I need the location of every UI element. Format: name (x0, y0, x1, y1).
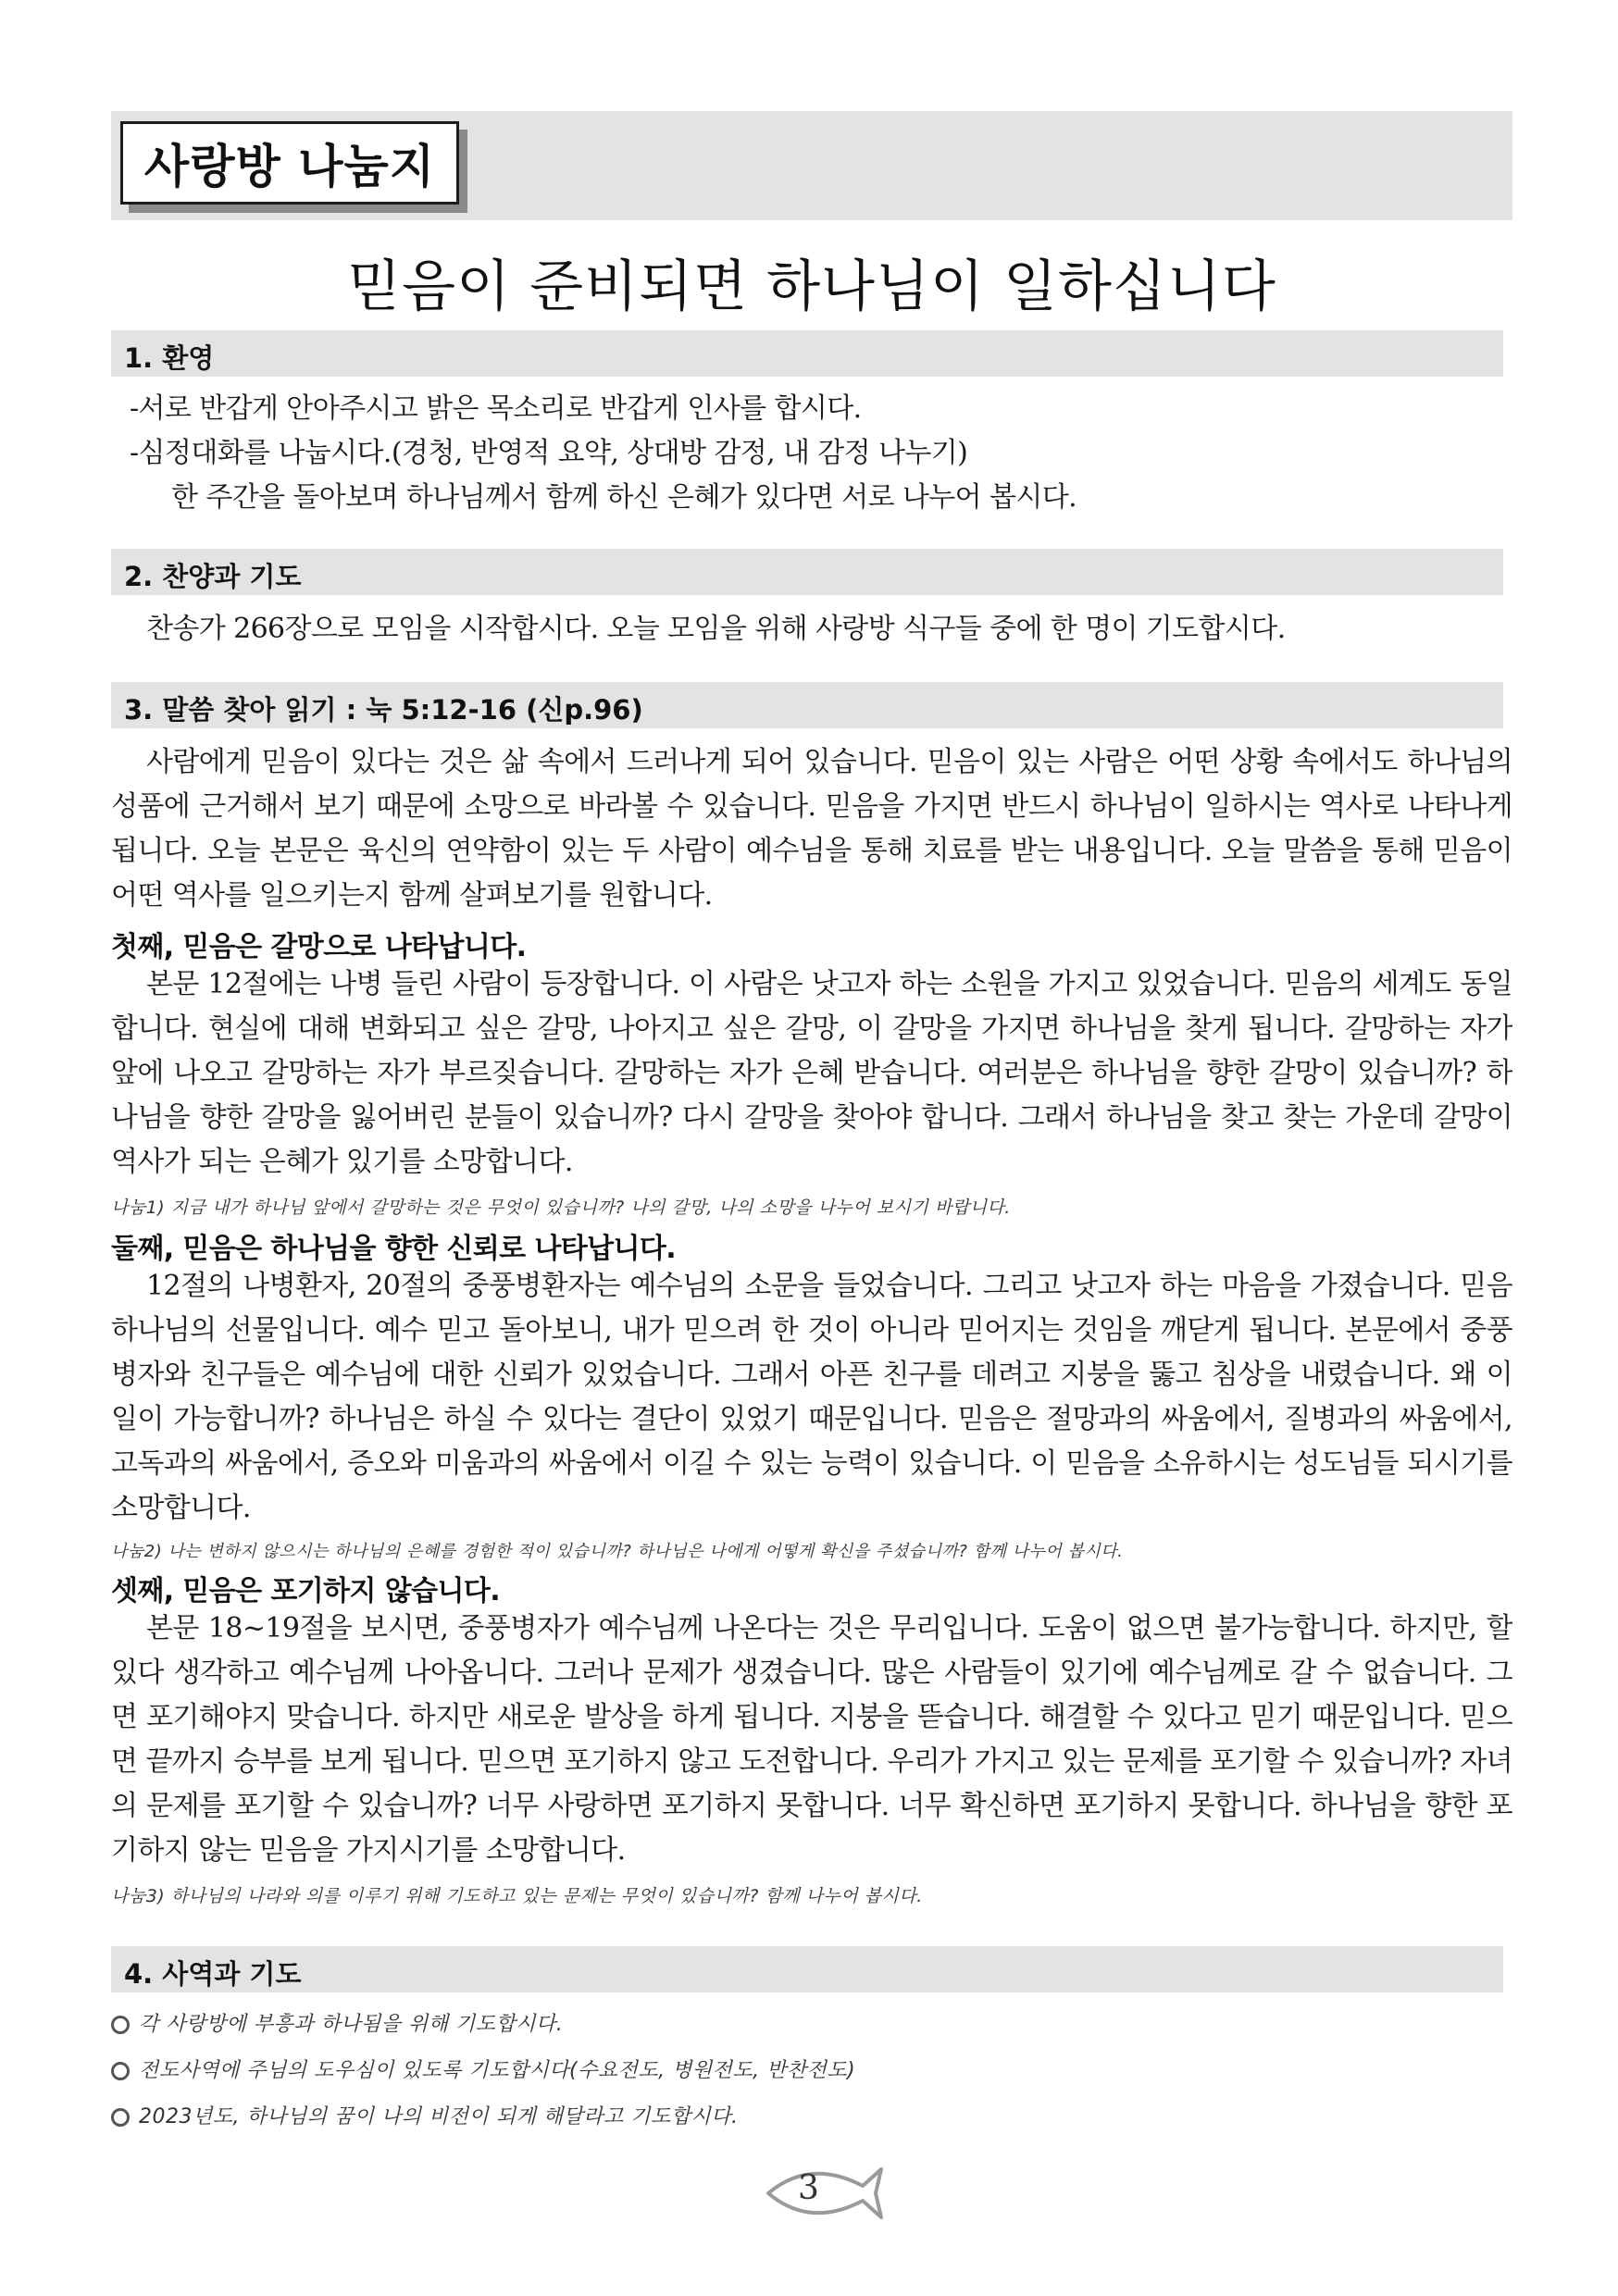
point-2-line: 소망합니다. (111, 1492, 251, 1524)
point-3-line: 의 문제를 포기할 수 있습니까? 너무 사랑하면 포기하지 못합니다. 너무 확신하면 포기하지 못합니다. 하나님을 향한 포 (111, 1790, 1512, 1822)
section-1-line: -심정대화를 나눕시다.(경청, 반영적 요약, 상대방 감정, 내 감정 나누기) (130, 437, 968, 469)
section-1-line: -서로 반갑게 안아주시고 밝은 목소리로 반갑게 인사를 합시다. (130, 392, 862, 425)
section-3-intro-line: 사람에게 믿음이 있다는 것은 삶 속에서 드러나게 되어 있습니다. 믿음이 있는 사람은 어떤 상황 속에서도 하나님의 (146, 746, 1512, 778)
point-1-heading: 첫째, 믿음은 갈망으로 나타납니다. (111, 931, 527, 963)
point-2-heading: 둘째, 믿음은 하나님을 향한 신뢰로 나타납니다. (111, 1233, 677, 1265)
page-title: 믿음이 준비되면 하나님이 일하십니다 (347, 254, 1276, 319)
section-1-line: 한 주간을 돌아보며 하나님께서 함께 하신 은혜가 있다면 서로 나누어 봅시다. (171, 481, 1077, 514)
point-2-share-question: 나눔2) 나는 변하지 않으시는 하나님의 은혜를 경험한 적이 있습니까? 하나님은 나에게 어떻게 확신을 주셨습니까? 함께 나누어 봅시다. (111, 1542, 1124, 1561)
page-number-emblem (759, 2156, 889, 2230)
point-3-heading: 셋째, 믿음은 포기하지 않습니다. (111, 1575, 501, 1607)
point-3-share-question: 나눔3) 하나님의 나라와 의를 이루기 위해 기도하고 있는 문제는 무엇이 있습니까? 함께 나누어 봅시다. (111, 1886, 923, 1906)
point-1-share-question: 나눔1) 지금 내가 하나님 앞에서 갈망하는 것은 무엇이 있습니까? 나의 갈망, 나의 소망을 나누어 보시기 바랍니다. (111, 1198, 1011, 1218)
point-1-line: 나님을 향한 갈망을 잃어버린 분들이 있습니까? 다시 갈망을 찾아야 합니다. 그래서 하나님을 찾고 찾는 가운데 갈망이 (111, 1101, 1512, 1134)
section-3-intro-line: 됩니다. 오늘 본문은 육신의 연약함이 있는 두 사람이 예수님을 통해 치료를 받는 내용입니다. 오늘 말씀을 통해 믿음이 (111, 835, 1512, 867)
section-1-heading-bar (111, 330, 1503, 377)
point-2-line: 병자와 친구들은 예수님에 대한 신뢰가 있었습니다. 그래서 아픈 친구를 데려고 지붕을 뚫고 침상을 내렸습니다. 왜 이 (111, 1359, 1512, 1391)
header-label-box (120, 121, 459, 205)
point-2-line: 일이 가능합니까? 하나님은 하실 수 있다는 결단이 있었기 때문입니다. 믿음은 절망과의 싸움에서, 질병과의 싸움에서, (111, 1403, 1512, 1435)
circle-bullet-icon (111, 2062, 130, 2080)
section-3-heading-bar (111, 682, 1503, 728)
point-3-line: 면 포기해야지 맞습니다. 하지만 새로운 발상을 하게 됩니다. 지붕을 뜯습니다. 해결할 수 있다고 믿기 때문입니다. 믿으 (111, 1701, 1512, 1733)
section-1-heading: 1. 환영 (124, 342, 215, 374)
point-3-line: 면 끝까지 승부를 보게 됩니다. 믿으면 포기하지 않고 도전합니다. 우리가 가지고 있는 문제를 포기할 수 있습니까? 자녀 (111, 1745, 1512, 1778)
circle-bullet-icon (111, 2016, 130, 2034)
point-3-line: 있다 생각하고 예수님께 나아옵니다. 그러나 문제가 생겼습니다. 많은 사람들이 있기에 예수님께로 갈 수 없습니다. 그 (111, 1657, 1512, 1689)
prayer-item (111, 2101, 738, 2129)
section-4-heading-bar (111, 1946, 1503, 1992)
point-1-line: 앞에 나오고 갈망하는 자가 부르짖습니다. 갈망하는 자가 은혜 받습니다. 여러분은 하나님을 향한 갈망이 있습니까? 하 (111, 1057, 1512, 1089)
prayer-item-text: 2023년도, 하나님의 꿈이 나의 비전이 되게 해달라고 기도합시다. (139, 2105, 739, 2128)
prayer-item (111, 2008, 563, 2037)
point-1-line: 역사가 되는 은혜가 있기를 소망합니다. (111, 1146, 573, 1178)
section-2-heading-bar (111, 549, 1503, 595)
point-1-line: 본문 12절에는 나병 들린 사람이 등장합니다. 이 사람은 낫고자 하는 소원을 가지고 있었습니다. 믿음의 세계도 동일 (146, 968, 1512, 1000)
point-3-line: 본문 18~19절을 보시면, 중풍병자가 예수님께 나온다는 것은 무리입니다. 도움이 없으면 불가능합니다. 하지만, 할 (146, 1612, 1512, 1644)
section-3-intro-line: 성품에 근거해서 보기 때문에 소망으로 바라볼 수 있습니다. 믿음을 가지면 반드시 하나님이 일하시는 역사로 나타나게 (111, 790, 1512, 823)
section-3-heading: 3. 말씀 찾아 읽기 : 눅 5:12-16 (신p.96) (124, 694, 643, 726)
point-2-line: 12절의 나병환자, 20절의 중풍병환자는 예수님의 소문을 들었습니다. 그리고 낫고자 하는 마음을 가졌습니다. 믿음 (146, 1270, 1512, 1302)
point-1-line: 합니다. 현실에 대해 변화되고 싶은 갈망, 나아지고 싶은 갈망, 이 갈망을 가지면 하나님을 찾게 됩니다. 갈망하는 자가 (111, 1012, 1512, 1045)
section-2-heading: 2. 찬양과 기도 (124, 561, 302, 592)
header-label: 사랑방 나눔지 (143, 140, 436, 193)
circle-bullet-icon (111, 2108, 130, 2127)
prayer-item-text: 전도사역에 주님의 도우심이 있도록 기도합시다(수요전도, 병원전도, 반찬전도) (139, 2059, 856, 2082)
section-3-intro-line: 어떤 역사를 일으키는지 함께 살펴보기를 원합니다. (111, 879, 713, 912)
point-3-line: 기하지 않는 믿음을 가지시기를 소망합니다. (111, 1834, 626, 1867)
point-2-line: 고독과의 싸움에서, 증오와 미움과의 싸움에서 이길 수 있는 능력이 있습니다. 이 믿음을 소유하시는 성도님들 되시기를 (111, 1447, 1512, 1480)
section-4-heading: 4. 사역과 기도 (124, 1958, 302, 1990)
prayer-item-text: 각 사랑방에 부흥과 하나됨을 위해 기도합시다. (139, 2013, 564, 2036)
section-2-line: 찬송가 266장으로 모임을 시작합시다. 오늘 모임을 위해 사랑방 식구들 중에 한 명이 기도합시다. (146, 613, 1286, 645)
prayer-item (111, 2054, 855, 2083)
fish-icon (759, 2156, 889, 2230)
point-2-line: 하나님의 선물입니다. 예수 믿고 돌아보니, 내가 믿으려 한 것이 아니라 믿어지는 것임을 깨닫게 됩니다. 본문에서 중풍 (111, 1314, 1512, 1347)
page-number: 3 (798, 2169, 819, 2207)
